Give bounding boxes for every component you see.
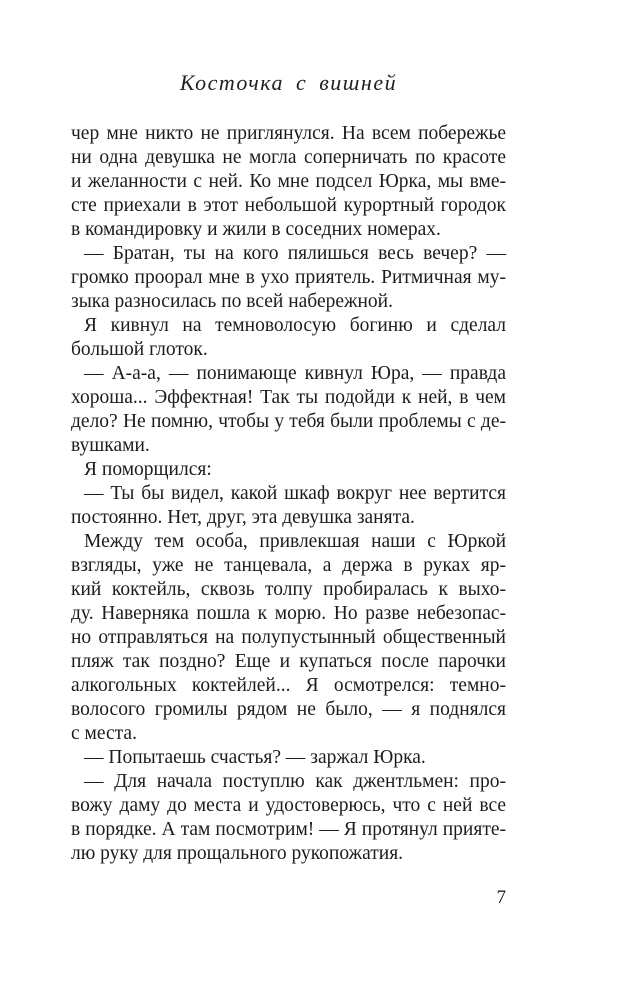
text-line: громко проорал мне в ухо приятель. Ритмичная му- <box>71 267 506 288</box>
text-line: большой глоток. <box>71 339 208 360</box>
text-line: вожу даму до места и удостоверюсь, что с ней все <box>71 795 506 816</box>
text-line: Между тем особа, привлекшая наши с Юркой <box>84 531 506 552</box>
text-line: — А-а-а, — понимающе кивнул Юра, — правда <box>84 363 506 384</box>
text-line: вушками. <box>71 435 150 456</box>
text-line: волосого громилы рядом не было, — я поднялся <box>71 699 506 720</box>
text-line: чер мне никто не приглянулся. На всем побережье <box>71 123 506 144</box>
text-line: ни одна девушка не могла соперничать по красоте <box>71 147 506 168</box>
text-line: — Ты бы видел, какой шкаф вокруг нее вертится <box>84 483 506 504</box>
paragraph <box>71 530 506 746</box>
text-line: — Для начала поступлю как джентльмен: про- <box>84 771 506 792</box>
text-line: Я поморщился: <box>84 459 212 480</box>
body-text <box>71 122 506 866</box>
text-line: взгляды, уже не танцевала, а держа в руках яр- <box>71 555 506 576</box>
paragraph <box>71 362 506 458</box>
text-line: лю руку для прощального рукопожатия. <box>71 843 404 864</box>
text-line: — Братан, ты на кого пялишься весь вечер? — <box>84 243 506 264</box>
text-line: — Попытаешь счастья? — заржал Юрка. <box>84 747 426 768</box>
text-line: в командировку и жили в соседних номерах. <box>71 219 441 240</box>
text-line: Я кивнул на темноволосую богиню и сделал <box>84 315 506 336</box>
text-line: в порядке. А там посмотрим! — Я протянул прияте- <box>71 819 506 840</box>
text-line: ду. Наверняка пошла к морю. Но разве небезопас- <box>71 603 506 624</box>
text-line: зыка разносилась по всей набережной. <box>71 291 393 312</box>
text-line: и желанности с ней. Ко мне подсел Юрка, мы вме- <box>71 171 506 192</box>
paragraph <box>71 770 506 866</box>
text-line: сте приехали в этот небольшой курортный городок <box>71 195 506 216</box>
text-line: алкогольных коктейлей... Я осмотрелся: темно- <box>71 675 506 696</box>
text-line: пляж так поздно? Еще и купаться после парочки <box>71 651 506 672</box>
text-line: кий коктейль, сквозь толпу пробиралась к выхо- <box>71 579 506 600</box>
paragraph <box>71 314 506 362</box>
paragraph <box>71 242 506 314</box>
paragraph <box>71 458 506 482</box>
paragraph <box>71 746 506 770</box>
running-head: Косточка с вишней <box>179 70 398 95</box>
text-line: дело? Не помню, чтобы у тебя были проблемы с де- <box>71 411 506 432</box>
text-line: хороша... Эффектная! Так ты подойди к ней, в чем <box>71 387 506 408</box>
text-line: с места. <box>71 723 137 744</box>
paragraph <box>71 482 506 530</box>
text-line: но отправляться на полупустынный общественный <box>71 627 506 648</box>
page-number: 7 <box>496 887 506 908</box>
text-line: постоянно. Нет, друг, эта девушка занята. <box>71 507 415 528</box>
paragraph <box>71 122 506 242</box>
